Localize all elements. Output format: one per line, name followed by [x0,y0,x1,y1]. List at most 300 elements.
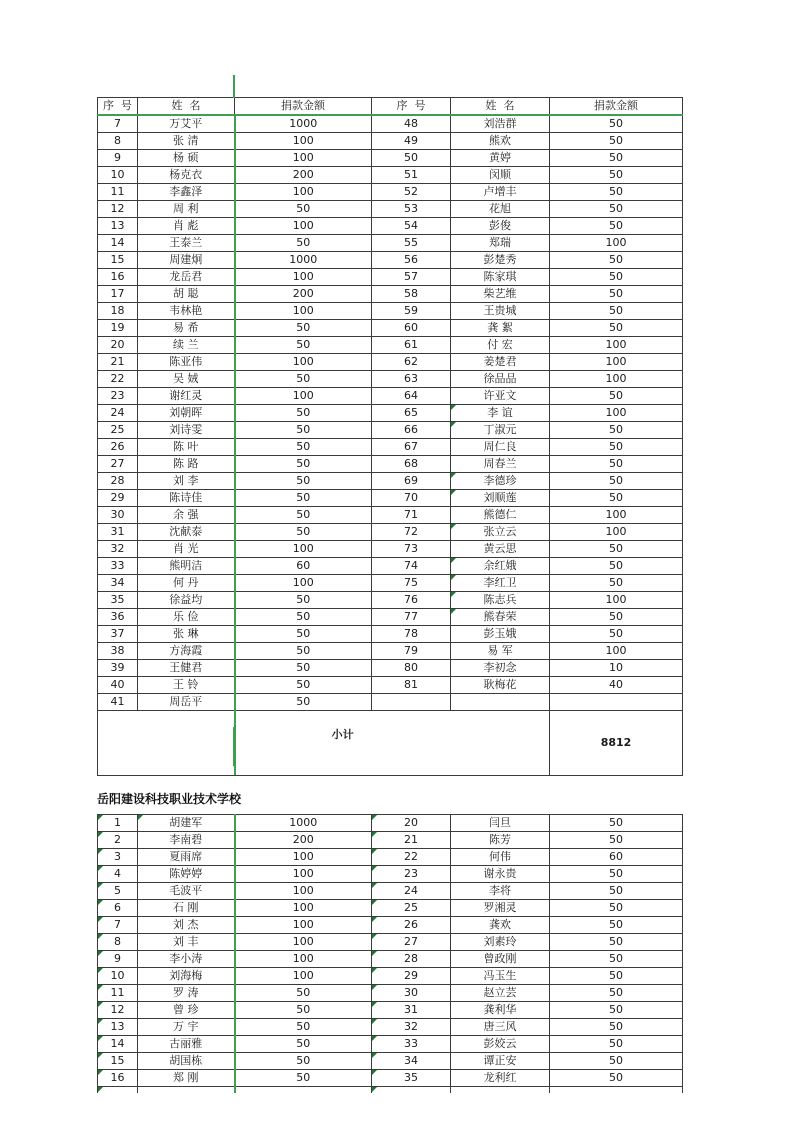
cell: 50 [550,558,683,575]
cell: 柴艺维 [451,286,550,303]
error-flag-triangle-icon [98,900,103,905]
cell: 50 [550,951,683,968]
cell: 76 [372,592,451,609]
cell: 50 [550,985,683,1002]
cell: 50 [550,490,683,507]
cell: 50 [235,1002,372,1019]
cell: 徐益均 [138,592,235,609]
cell: 16 [98,1070,138,1087]
cell: 沈献泰 [138,524,235,541]
table1-header [98,98,683,116]
cell: 50 [550,900,683,917]
cell: 胡建军 [138,815,235,832]
cell: 刘 丰 [138,934,235,951]
cell: 谢红灵 [138,388,235,405]
cell: 王健君 [138,660,235,677]
cell: 13 [98,1019,138,1036]
column-header: 序 号 [372,98,451,116]
cell: 78 [372,626,451,643]
table-row [98,832,683,849]
cell: 龚利华 [451,1002,550,1019]
error-flag-triangle-icon [372,832,377,837]
cell: 100 [235,218,372,235]
cell: 张立云 [451,524,550,541]
cell: 50 [235,609,372,626]
cell: 11 [98,184,138,201]
cell: 80 [372,660,451,677]
cell: 刘 李 [138,473,235,490]
cell: 熊欢 [451,133,550,150]
table-row [98,575,683,592]
cell: 32 [372,1019,451,1036]
cell: 50 [550,1036,683,1053]
cell: 7 [98,917,138,934]
table-row [98,1070,683,1087]
cell: 50 [550,1002,683,1019]
cell: 50 [235,985,372,1002]
cell: 何伟 [451,849,550,866]
table-row [98,252,683,269]
cell: 陈芳 [451,832,550,849]
table2-body [98,815,683,1094]
cell: 万艾平 [138,115,235,133]
cell: 陈亚伟 [138,354,235,371]
table1-body [98,115,683,711]
error-flag-triangle-icon [98,815,103,820]
error-flag-triangle-icon [451,473,456,478]
cell: 夏雨席 [138,849,235,866]
cell: 50 [235,456,372,473]
cell: 王贵城 [451,303,550,320]
cell: 58 [372,286,451,303]
error-flag-triangle-icon [98,849,103,854]
cell: 50 [550,917,683,934]
cell: 73 [372,541,451,558]
cell: 龙岳君 [138,269,235,286]
column-header: 捐款金额 [235,98,372,116]
cell: 200 [235,832,372,849]
cell: 1000 [235,815,372,832]
cell: 100 [235,303,372,320]
table-row [98,883,683,900]
cell: 龙利红 [451,1070,550,1087]
cell: 28 [372,951,451,968]
cell: 55 [372,235,451,252]
cell: 50 [235,626,372,643]
cell: 10 [98,968,138,985]
cell: 花旭 [451,201,550,218]
cell: 周春兰 [451,456,550,473]
error-flag-triangle-icon [98,1036,103,1041]
cell: 刘海梅 [138,968,235,985]
cell: 陈 叶 [138,439,235,456]
cell: 60 [235,558,372,575]
cell: 100 [550,524,683,541]
cell: 毛波平 [138,883,235,900]
cell: 李小涛 [138,951,235,968]
cell: 25 [98,422,138,439]
cell: 40 [98,677,138,694]
cell: 49 [372,133,451,150]
cell: 王 铃 [138,677,235,694]
cell: 李鑫泽 [138,184,235,201]
cell: 69 [372,473,451,490]
cell: 50 [550,626,683,643]
cell: 9 [98,150,138,167]
cell: 韦林艳 [138,303,235,320]
table-row [98,1036,683,1053]
table-row [98,218,683,235]
cell: 续 兰 [138,337,235,354]
cell: 100 [235,900,372,917]
cell: 50 [550,968,683,985]
cell: 50 [235,660,372,677]
table-row [98,337,683,354]
cell: 50 [235,371,372,388]
error-flag-triangle-icon [451,592,456,597]
cell: 24 [98,405,138,422]
cell: 68 [372,456,451,473]
error-flag-triangle-icon [98,883,103,888]
cell: 50 [550,167,683,184]
error-flag-triangle-icon [451,422,456,427]
cell: 27 [372,934,451,951]
cell: 周建炯 [138,252,235,269]
cell: 23 [98,388,138,405]
error-flag-triangle-icon [98,985,103,990]
cell: 彭楚秀 [451,252,550,269]
cell: 1000 [235,252,372,269]
error-flag-triangle-icon [372,968,377,973]
cell: 50 [550,388,683,405]
table-row [98,184,683,201]
error-flag-triangle-icon [98,866,103,871]
cell: 周岳平 [138,694,235,711]
cell: 50 [235,1036,372,1053]
cell: 50 [550,832,683,849]
subtotal-label-cell [98,711,550,776]
cell: 54 [372,218,451,235]
cell: 5 [98,883,138,900]
cell: 周 利 [138,201,235,218]
cell: 70 [372,490,451,507]
cell: 26 [372,917,451,934]
table-row [98,849,683,866]
table-row [98,150,683,167]
table-row [98,235,683,252]
error-flag-triangle-icon [98,917,103,922]
error-flag-triangle-icon [451,609,456,614]
table-row [98,371,683,388]
cell: 50 [550,609,683,626]
table-row [98,507,683,524]
table-row [98,558,683,575]
cell: 74 [372,558,451,575]
table-row [98,609,683,626]
cell: 12 [98,1002,138,1019]
cell: 29 [98,490,138,507]
cell: 50 [235,524,372,541]
cell: 肖 光 [138,541,235,558]
cell: 19 [98,320,138,337]
cell: 张 清 [138,133,235,150]
error-flag-triangle-icon [372,1070,377,1075]
table-row [98,167,683,184]
cell: 罗 涛 [138,985,235,1002]
cell: 熊德仁 [451,507,550,524]
cell: 方海霞 [138,643,235,660]
error-flag-triangle-icon [98,832,103,837]
cell: 冯玉生 [451,968,550,985]
error-flag-triangle-icon [98,968,103,973]
cell: 15 [98,252,138,269]
cell: 22 [372,849,451,866]
cell: 50 [235,507,372,524]
cell: 65 [372,405,451,422]
cell: 77 [372,609,451,626]
error-flag-triangle-icon [372,1019,377,1024]
cell: 1 [98,815,138,832]
cell: 25 [372,900,451,917]
cell: 50 [550,473,683,490]
cell: 刘诗雯 [138,422,235,439]
cell: 37 [98,626,138,643]
error-flag-triangle-icon [372,849,377,854]
cell: 50 [550,934,683,951]
cell: 古丽雅 [138,1036,235,1053]
error-flag-triangle-icon [372,1036,377,1041]
cell: 50 [235,1070,372,1087]
cell: 刘 杰 [138,917,235,934]
cell: 34 [372,1053,451,1070]
cell: 100 [235,150,372,167]
column-header: 姓 名 [451,98,550,116]
cell: 27 [98,456,138,473]
table-row [98,524,683,541]
cell: 刘素玲 [451,934,550,951]
table-row [98,1087,683,1094]
cell: 71 [372,507,451,524]
error-flag-triangle-icon [372,1087,377,1092]
cell: 20 [98,337,138,354]
cell: 22 [98,371,138,388]
cell: 杨 硕 [138,150,235,167]
cell: 9 [98,951,138,968]
cell: 周仁良 [451,439,550,456]
cell: 59 [372,303,451,320]
cell: 胡 聪 [138,286,235,303]
cell: 谭正安 [451,1053,550,1070]
cell: 57 [372,269,451,286]
cell: 12 [98,201,138,218]
cell: 闫旦 [451,815,550,832]
cell: 龚 絮 [451,320,550,337]
table-row [98,643,683,660]
cell: 徐品品 [451,371,550,388]
cell: 乐 俭 [138,609,235,626]
cell: 吴 娀 [138,371,235,388]
cell: 64 [372,388,451,405]
cell: 24 [372,883,451,900]
cell: 谢永贵 [451,866,550,883]
cell: 郑 刚 [138,1070,235,1087]
error-flag-triangle-icon [138,815,143,820]
cell: 79 [372,643,451,660]
cell [550,1087,683,1094]
table-row [98,303,683,320]
table-row [98,490,683,507]
cell: 100 [235,934,372,951]
error-flag-triangle-icon [372,985,377,990]
cell: 李德珍 [451,473,550,490]
table-row [98,1053,683,1070]
cell: 易 军 [451,643,550,660]
error-flag-triangle-icon [98,934,103,939]
cell: 30 [372,985,451,1002]
table-row [98,592,683,609]
cell: 100 [235,968,372,985]
cell: 100 [235,184,372,201]
cell: 36 [98,609,138,626]
error-flag-triangle-icon [372,866,377,871]
cell: 刘顺莲 [451,490,550,507]
cell: 50 [550,303,683,320]
cell: 石 刚 [138,900,235,917]
cell: 26 [98,439,138,456]
cell: 72 [372,524,451,541]
table-row [98,968,683,985]
cell: 50 [550,456,683,473]
cell: 21 [372,832,451,849]
cell: 肖 彪 [138,218,235,235]
table-row [98,815,683,832]
cell: 刘浩群 [451,115,550,133]
cell: 7 [98,115,138,133]
cell: 21 [98,354,138,371]
cell: 胡国栋 [138,1053,235,1070]
table-row [98,115,683,133]
cell: 50 [550,1019,683,1036]
cell: 50 [235,473,372,490]
error-flag-triangle-icon [372,815,377,820]
cell: 10 [98,167,138,184]
error-flag-triangle-icon [372,1053,377,1058]
table-row [98,626,683,643]
cell: 40 [550,677,683,694]
cell: 23 [372,866,451,883]
error-flag-triangle-icon [98,1070,103,1075]
cell: 14 [98,235,138,252]
cell: 29 [372,968,451,985]
cell: 50 [235,592,372,609]
cell: 何 丹 [138,575,235,592]
cell: 丁淑元 [451,422,550,439]
cell: 50 [550,575,683,592]
cell: 50 [550,218,683,235]
cell: 熊春荣 [451,609,550,626]
cell: 33 [98,558,138,575]
cell: 50 [550,541,683,558]
cell: 2 [98,832,138,849]
table-row [98,917,683,934]
cell: 50 [235,439,372,456]
cell: 50 [235,422,372,439]
error-flag-triangle-icon [98,1019,103,1024]
table-row [98,677,683,694]
cell: 罗湘灵 [451,900,550,917]
error-flag-triangle-icon [372,883,377,888]
cell: 100 [235,133,372,150]
table-row [98,354,683,371]
cell: 50 [372,150,451,167]
cell: 66 [372,422,451,439]
cell: 许亚文 [451,388,550,405]
cell: 35 [372,1070,451,1087]
cell: 100 [550,337,683,354]
error-flag-triangle-icon [98,1053,103,1058]
table-row [98,405,683,422]
cell: 100 [550,507,683,524]
cell: 50 [235,337,372,354]
table-row [98,985,683,1002]
cell: 杨克衣 [138,167,235,184]
table-row [98,541,683,558]
cell: 34 [98,575,138,592]
table-row [98,900,683,917]
cell: 100 [550,354,683,371]
cell: 余 强 [138,507,235,524]
cell: 100 [235,866,372,883]
cell: 8 [98,133,138,150]
table-row [98,388,683,405]
cell: 付 宏 [451,337,550,354]
cell: 16 [98,269,138,286]
cell [138,1087,235,1094]
cell: 50 [550,1070,683,1087]
cell: 4 [98,866,138,883]
cell: 李红卫 [451,575,550,592]
cell: 100 [550,405,683,422]
error-flag-triangle-icon [372,917,377,922]
cell: 39 [98,660,138,677]
cell: 3 [98,849,138,866]
cell: 100 [235,951,372,968]
cell: 刘朝晖 [138,405,235,422]
cell: 31 [98,524,138,541]
cell: 67 [372,439,451,456]
error-flag-triangle-icon [98,951,103,956]
cell: 50 [235,694,372,711]
column-header: 捐款金额 [550,98,683,116]
cell: 50 [550,184,683,201]
error-flag-triangle-icon [98,1087,103,1092]
cell: 61 [372,337,451,354]
donation-table-2 [97,814,683,1093]
cell: 易 希 [138,320,235,337]
cell: 50 [550,1053,683,1070]
green-grid-line [234,711,236,775]
cell: 曾政刚 [451,951,550,968]
cell: 32 [98,541,138,558]
cell: 曾 珍 [138,1002,235,1019]
cell: 陈 路 [138,456,235,473]
cell [372,694,451,711]
cell: 彭姣云 [451,1036,550,1053]
cell: 陈家琪 [451,269,550,286]
cell: 李南碧 [138,832,235,849]
cell: 陈诗佳 [138,490,235,507]
table-row [98,951,683,968]
